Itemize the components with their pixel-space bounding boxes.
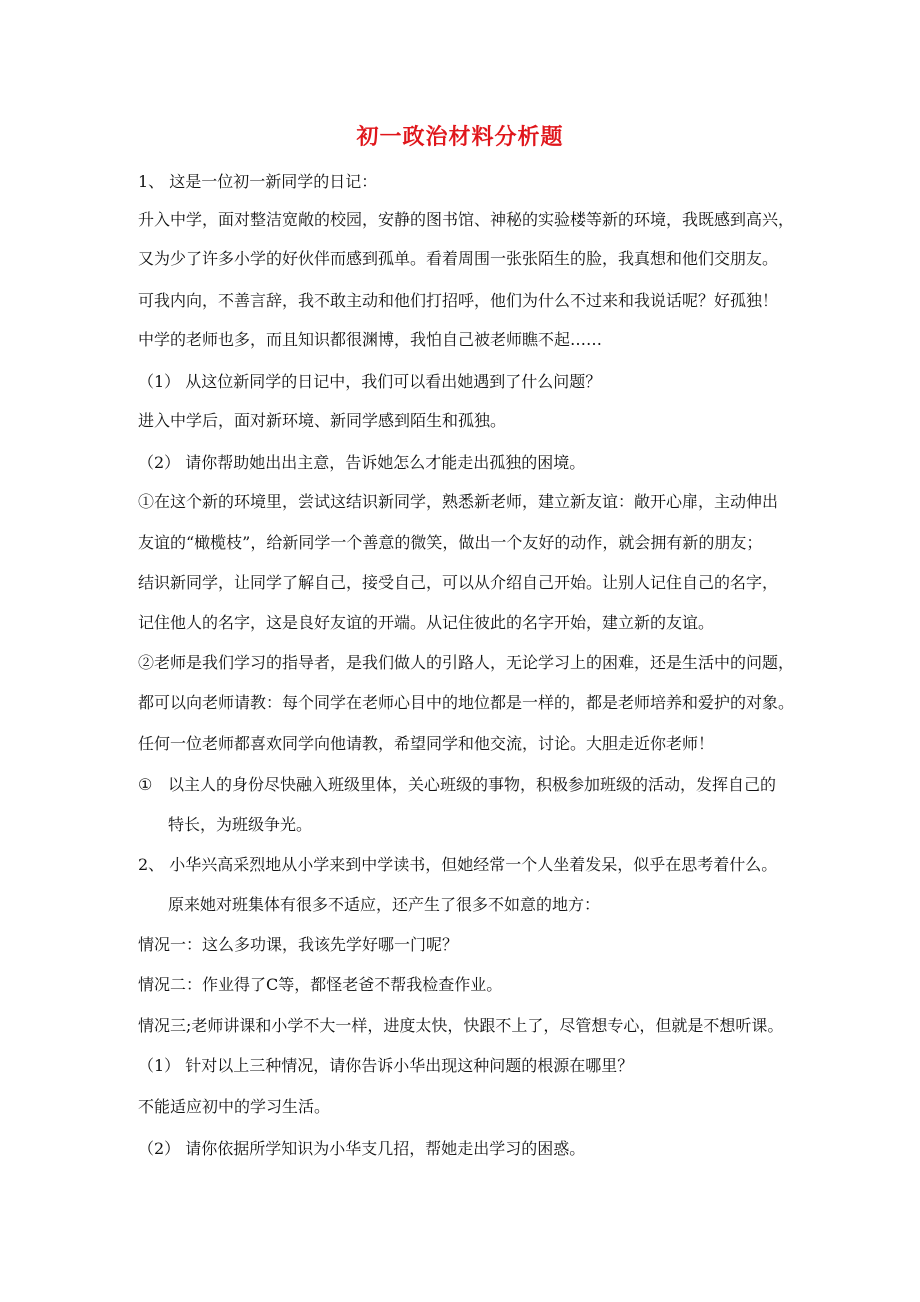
sub-question-1-2: （2） 请你帮助她出出主意，告诉她怎么才能走出孤独的困境。 (138, 453, 586, 472)
situation-2: 情况二：作业得了C等，都怪老爸不帮我检查作业。 (138, 975, 503, 994)
diary-line-3: 可我内向，不善言辞，我不敢主动和他们打招呼，他们为什么不过来和我说话呢？好孤独！ (138, 291, 779, 310)
sub-question-1-1: （1） 从这位新同学的日记中，我们可以看出她遇到了什么问题？ (138, 372, 602, 391)
page-title: 初一政治材料分析题 (356, 124, 564, 150)
answer-1-2-line-6: 都可以向老师请教：每个同学在老师心目中的地位都是一样的，都是老师培养和爱护的对象。 (138, 693, 795, 712)
answer-1-2-line-4: 记住他人的名字，这是良好友谊的开端。从记住彼此的名字开始，建立新的友谊。 (138, 613, 715, 632)
question-2-intro-cont: 原来她对班集体有很多不适应，还产生了很多不如意的地方： (168, 895, 601, 914)
situation-1: 情况一：这么多功课，我该先学好哪一门呢？ (138, 935, 459, 954)
diary-line-2: 又为少了许多小学的好伙伴而感到孤单。看着周围一张张陌生的脸，我真想和他们交朋友。 (138, 249, 779, 268)
answer-1-2-line-7: 任何一位老师都喜欢同学向他请教，希望同学和他交流，讨论。大胆走近你老师！ (138, 734, 715, 753)
answer-1-2-item-3 (138, 775, 776, 795)
answer-1-2-line-3: 结识新同学，让同学了解自己，接受自己，可以从介绍自己开始。让别人记住自己的名字， (138, 573, 779, 592)
answer-1-2-line-2: 友谊的“橄榄枝”，给新同学一个善意的微笑，做出一个友好的动作，就会拥有新的朋友； (138, 533, 763, 552)
question-1-intro: 1、 这是一位初一新同学的日记： (138, 172, 378, 191)
sub-question-2-2: （2） 请你依据所学知识为小华支几招，帮她走出学习的困惑。 (138, 1139, 586, 1158)
item-3-text: 以主人的身份尽快融入班级里体，关心班级的事物，积极参加班级的活动，发挥自己的 (168, 775, 777, 794)
diary-line-4: 中学的老师也多，而且知识都很渊博，我怕自己被老师瞧不起…… (138, 330, 603, 349)
diary-line-1: 升入中学，面对整洁宽敞的校园，安静的图书馆、神秘的实验楼等新的环境，我既感到高兴， (138, 210, 795, 229)
answer-1-2-line-5: ②老师是我们学习的指导者，是我们做人的引路人，无论学习上的困难，还是生活中的问题， (138, 653, 795, 672)
answer-1-2-item-3-cont: 特长，为班级争光。 (168, 815, 313, 834)
sub-question-2-1: （1） 针对以上三种情况，请你告诉小华出现这种问题的根源在哪里？ (138, 1056, 634, 1075)
situation-3: 情况三;老师讲课和小学不大一样，进度太快，快跟不上了，尽管想专心，但就是不想听课。 (138, 1016, 784, 1035)
item-3-marker: ① (138, 775, 153, 794)
answer-1-1: 进入中学后，面对新环境、新同学感到陌生和孤独。 (138, 411, 507, 430)
answer-2-1: 不能适应初中的学习生活。 (138, 1097, 331, 1116)
answer-1-2-line-1: ①在这个新的环境里，尝试这结识新同学，熟悉新老师，建立新友谊：敞开心扉，主动伸出 (138, 492, 779, 511)
question-2-intro: 2、 小华兴高采烈地从小学来到中学读书，但她经常一个人坐着发呆，似乎在思考着什么。 (138, 855, 778, 874)
